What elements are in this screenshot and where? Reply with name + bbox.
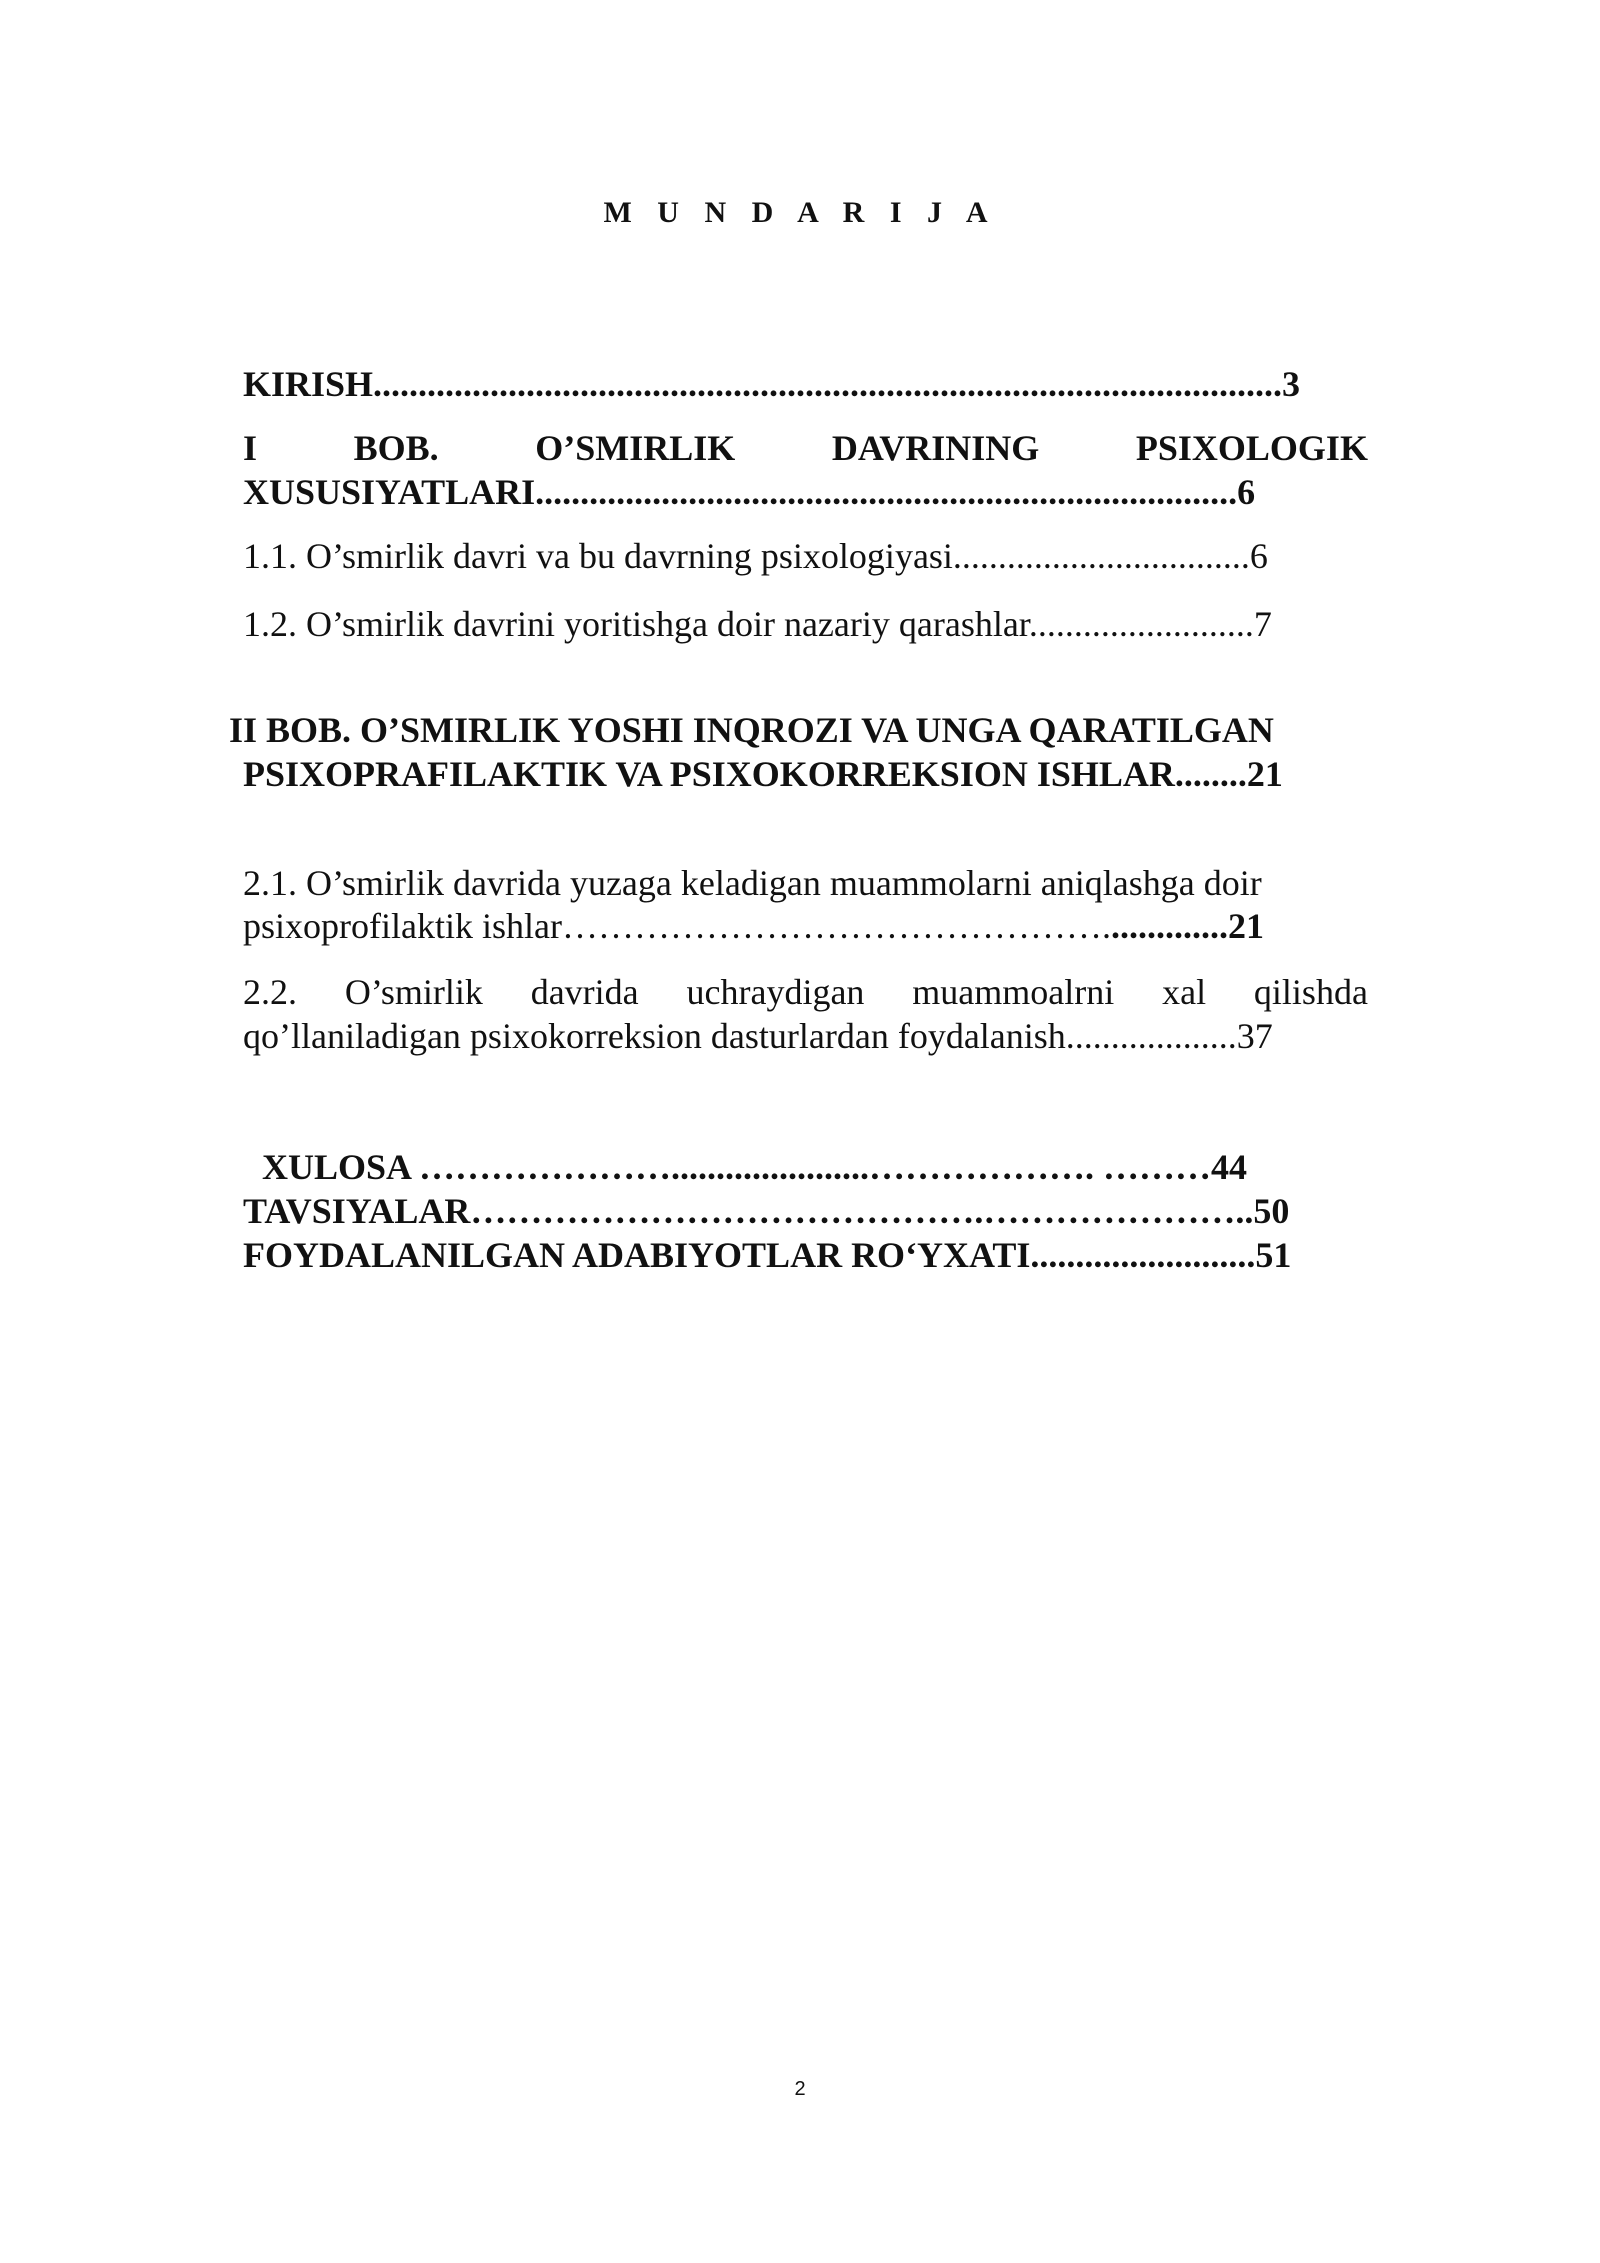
toc-entry-section-1-2: 1.2. O’smirlik davrini yoritishga doir nazariy qarashlar.........................7 [243, 604, 1272, 644]
toc-word: BOB. [353, 428, 439, 468]
toc-entry-section-2-1-line1: 2.1. O’smirlik davrida yuzaga keladigan muammolarni aniqlashga doir [243, 863, 1262, 903]
page-title: M U N D A R I J A [603, 196, 997, 229]
toc-word: PSIXOLOGIK [1135, 428, 1368, 468]
toc-entry-bob2-line1: II BOB. O’SMIRLIK YOSHI INQROZI VA UNGA QARATILGAN [229, 710, 1274, 750]
toc-entry-adabiyotlar: FOYDALANILGAN ADABIYOTLAR RO‘YXATI.........................51 [243, 1235, 1292, 1275]
toc-entry-section-1-1: 1.1. O’smirlik davri va bu davrning psixologiyasi.................................6 [243, 536, 1268, 576]
toc-word: O’smirlik [344, 972, 483, 1012]
toc-entry-bob2-line2: PSIXOPRAFILAKTIK VA PSIXOKORREKSION ISHLAR........21 [243, 754, 1283, 794]
toc-entry-section-2-1-line2 [243, 904, 1368, 948]
toc-entry-kirish: KIRISH.....................................................................................................3 [243, 364, 1301, 404]
toc-word: DAVRINING [831, 428, 1040, 468]
toc-word: davrida [530, 972, 639, 1012]
toc-word: 2.2. [243, 972, 297, 1012]
toc-entry-xulosa: XULOSA …………………......................………………. ………44 [262, 1147, 1248, 1187]
toc-entry-tavsiyalar: TAVSIYALAR…………………………………….…………………..50 [243, 1191, 1290, 1231]
toc-entry-bob1-line2: XUSUSIYATLARI..............................................................................6 [243, 472, 1256, 512]
toc-word: O’SMIRLIK [535, 428, 736, 468]
toc-word: xal [1162, 972, 1207, 1012]
toc-word: qilishda [1253, 972, 1368, 1012]
toc-entry-section-2-2-line2: qo’llaniladigan psixokorreksion dasturlardan foydalanish...................37 [243, 1016, 1273, 1056]
toc-entry-section-2-2-line1 [243, 970, 1368, 1014]
toc-word: uchraydigan [686, 972, 865, 1012]
toc-word: muammoalrni [912, 972, 1115, 1012]
toc-entry-page: .............21 [1110, 906, 1264, 946]
toc-word: I [243, 428, 258, 468]
toc-entry-text: psixoprofilaktik ishlar………………………………………. [243, 906, 1111, 946]
toc-entry-bob1-line1 [243, 426, 1368, 470]
page-number: 2 [794, 2078, 806, 2100]
